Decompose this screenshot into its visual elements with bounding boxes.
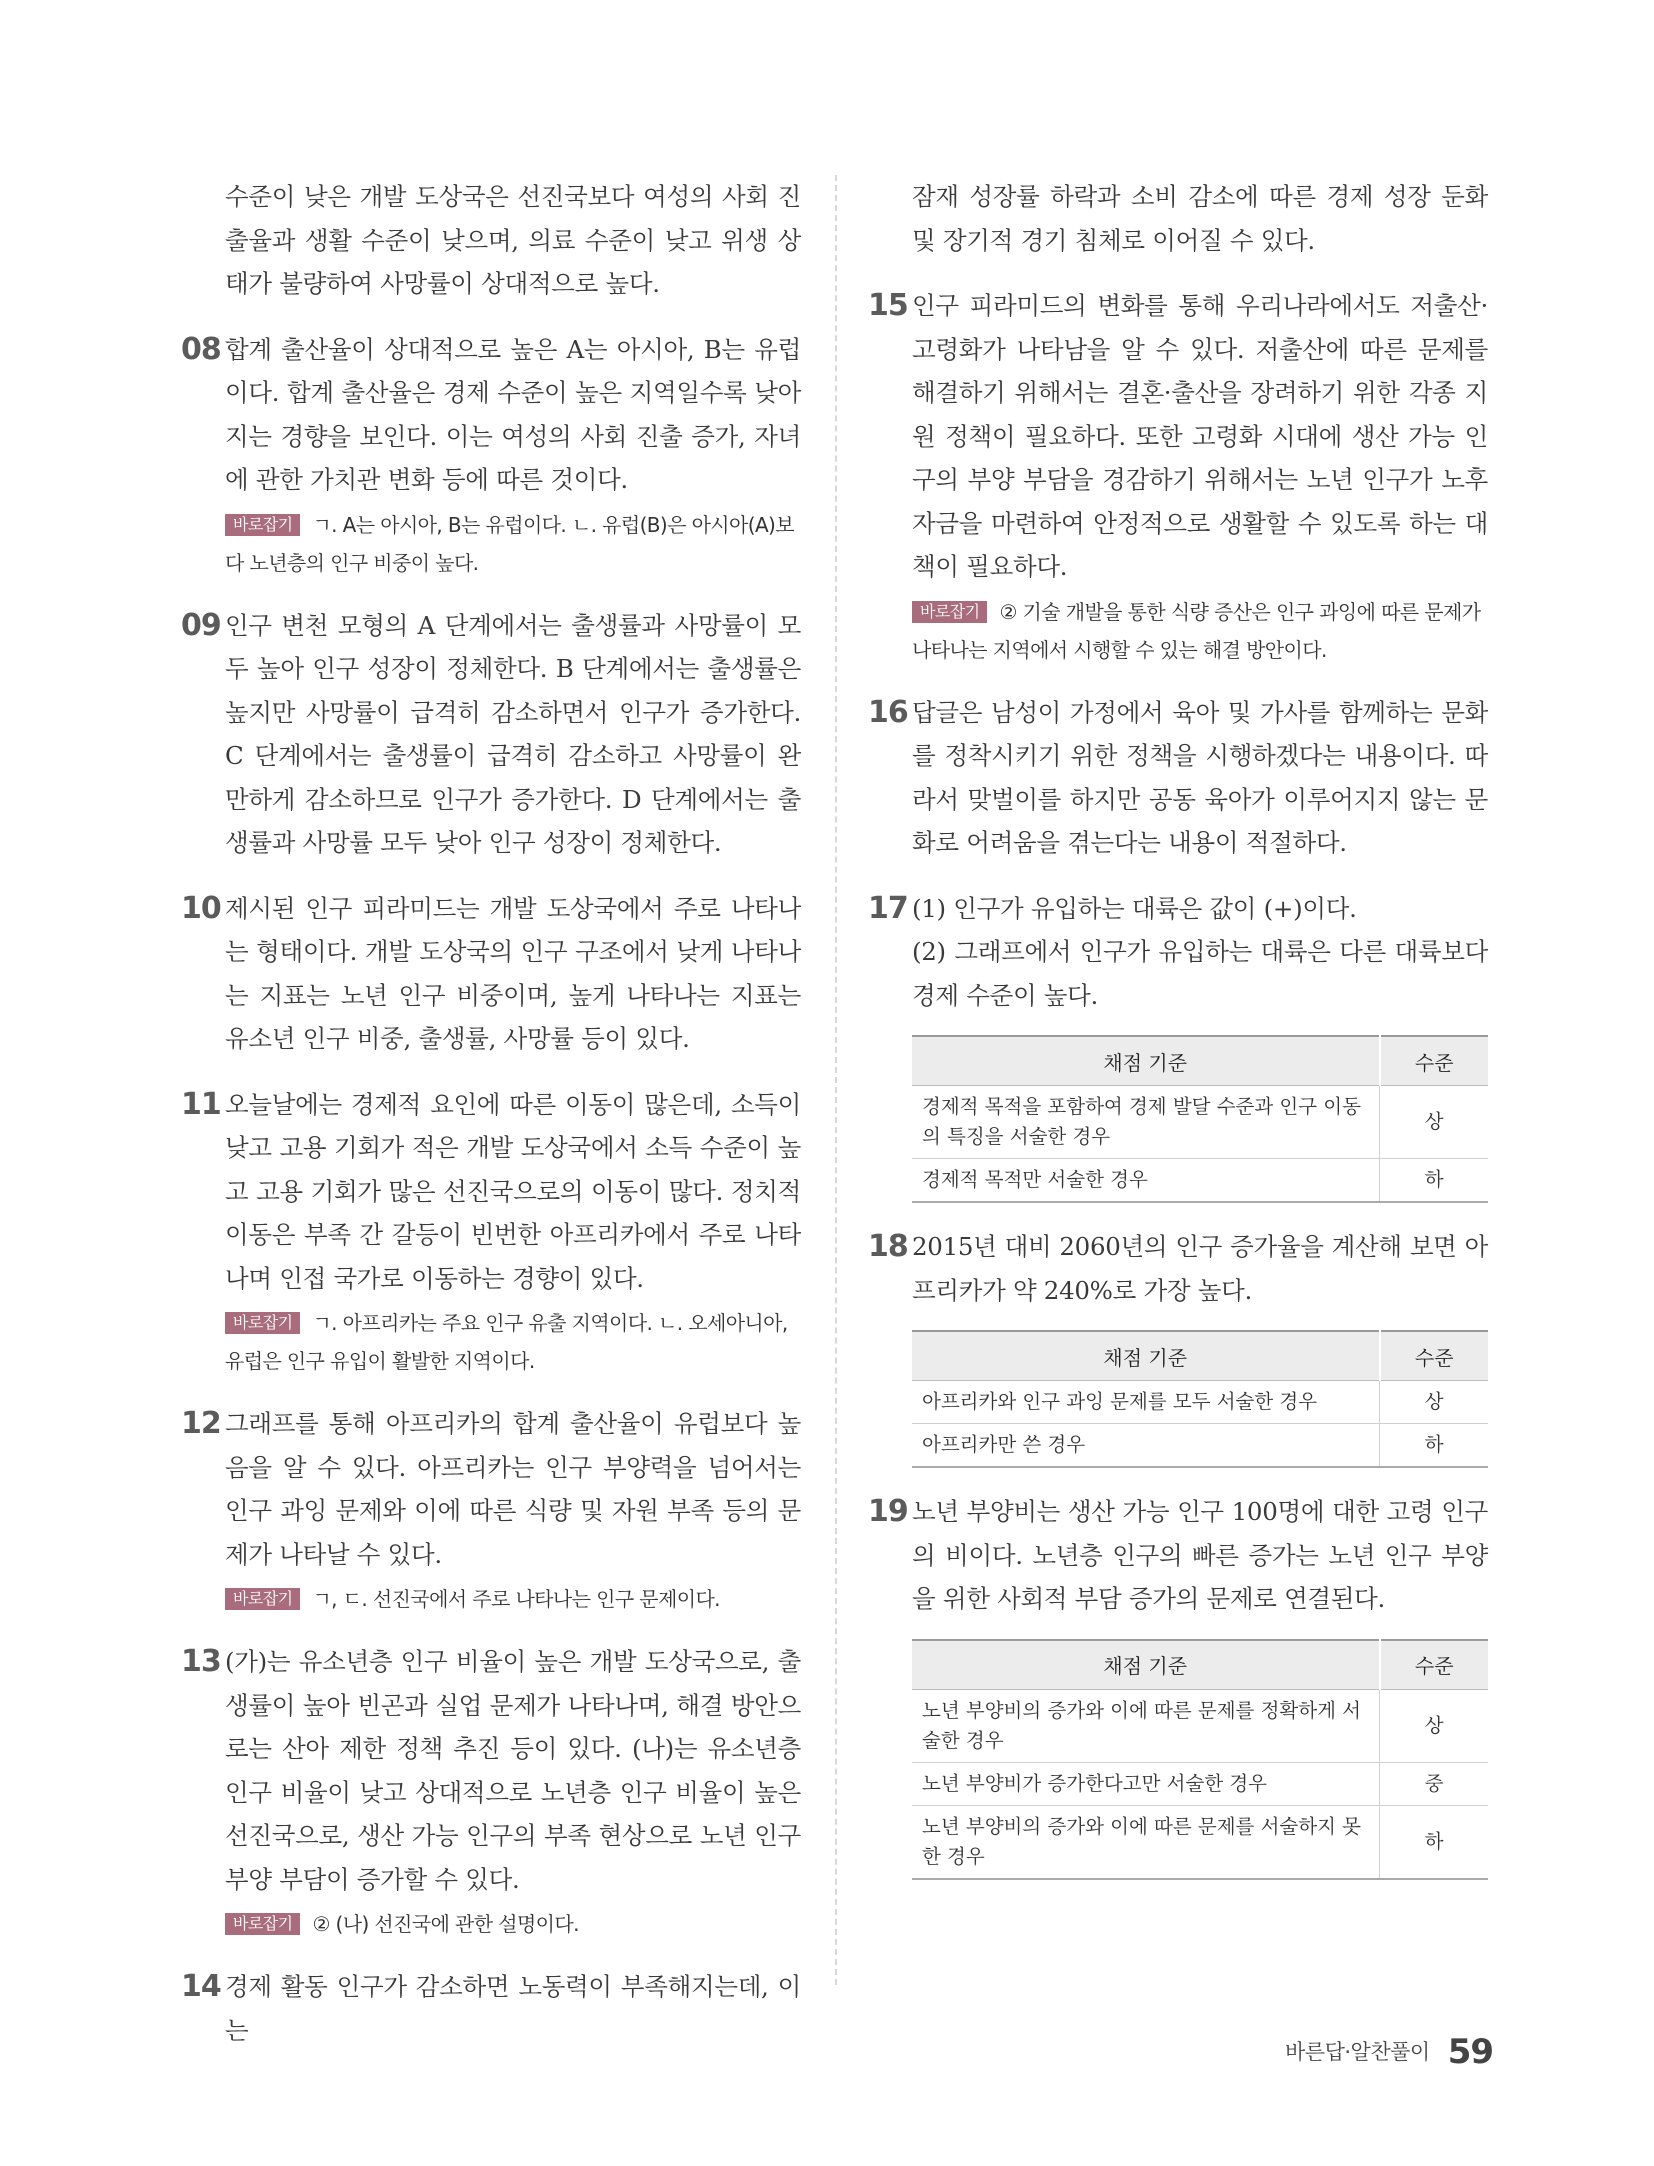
answer-09 — [181, 604, 801, 865]
correction-note — [912, 593, 1488, 669]
criteria-header: 채점 기준 — [912, 1640, 1380, 1690]
answer-text: 수준이 낮은 개발 도상국은 선진국보다 여성의 사회 진출율과 생활 수준이 낮으며, 의료 수준이 낮고 위생 상태가 불량하여 사망률이 상대적으로 높다. — [225, 182, 801, 298]
level-cell: 하 — [1380, 1424, 1489, 1468]
level-header: 수준 — [1380, 1640, 1489, 1690]
question-number: 15 — [868, 288, 908, 323]
answer-10 — [181, 887, 801, 1061]
answer-08 — [181, 328, 801, 582]
scoring-table — [912, 1035, 1488, 1203]
answer-text: 오늘날에는 경제적 요인에 따른 이동이 많은데, 소득이 낮고 고용 기회가 적은 개발 도상국에서 소득 수준이 높고 고용 기회가 많은 선진국으로의 이동이 많다. 정치적 이동은 부족 간 갈등이 빈번한 아프리카에서 주로 나타나며 인접 국가로 이동하는 경향이 있다. — [225, 1089, 801, 1293]
footer-label: 바른답·알찬풀이 — [1285, 2040, 1430, 2064]
question-number: 14 — [181, 1969, 221, 2004]
answer-text: 노년 부양비는 생산 가능 인구 100명에 대한 고령 인구의 비이다. 노년층 인구의 빠른 증가는 노년 인구 부양을 위한 사회적 부담 증가의 문제로 연결된다. — [912, 1497, 1488, 1613]
continued-answer-14 — [868, 175, 1488, 262]
level-cell: 중 — [1380, 1762, 1489, 1805]
question-number: 16 — [868, 694, 908, 730]
answer-15 — [868, 284, 1488, 669]
level-cell: 상 — [1380, 1086, 1489, 1159]
question-number: 08 — [181, 331, 221, 367]
criteria-cell: 노년 부양비가 증가한다고만 서술한 경우 — [912, 1762, 1380, 1805]
correction-text: ② (나) 선진국에 관한 설명이다. — [312, 1912, 579, 1936]
answer-text: 제시된 인구 피라미드는 개발 도상국에서 주로 나타나는 형태이다. 개발 도상국의 인구 구조에서 낮게 나타나는 지표는 노년 인구 비중이며, 높게 나타나는 지표는 유소년 인구 비중, 출생률, 사망률 등이 있다. — [225, 893, 801, 1053]
criteria-cell: 경제적 목적을 포함하여 경제 발달 수준과 인구 이동의 특징을 서술한 경우 — [912, 1086, 1380, 1159]
table-row — [912, 1381, 1488, 1424]
criteria-cell: 아프리카와 인구 과잉 문제를 모두 서술한 경우 — [912, 1381, 1380, 1424]
question-number: 19 — [868, 1494, 908, 1529]
correction-tag: 바로잡기 — [225, 514, 300, 536]
answer-13 — [181, 1640, 801, 1943]
question-number: 12 — [181, 1406, 221, 1441]
criteria-cell: 아프리카만 쓴 경우 — [912, 1424, 1380, 1468]
column-divider — [835, 175, 837, 1985]
criteria-header: 채점 기준 — [912, 1331, 1380, 1381]
correction-note — [225, 1905, 801, 1943]
scoring-table — [912, 1639, 1488, 1880]
level-header: 수준 — [1380, 1331, 1489, 1381]
answer-text: 2015년 대비 2060년의 인구 증가율을 계산해 보면 아프리카가 약 240%로 가장 높다. — [912, 1232, 1488, 1305]
question-number: 10 — [181, 890, 221, 926]
right-column — [868, 175, 1488, 1902]
answer-line-2: (2) 그래프에서 인구가 유입하는 대륙은 다른 대륙보다 경제 수준이 높다. — [912, 937, 1488, 1010]
correction-tag: 바로잡기 — [225, 1913, 300, 1935]
answer-16 — [868, 691, 1488, 865]
answer-text: 그래프를 통해 아프리카의 합계 출산율이 유럽보다 높음을 알 수 있다. 아프리카는 인구 부양력을 넘어서는 인구 과잉 문제와 이에 따른 식량 및 자원 부족 등의 문제가 나타날 수 있다. — [225, 1409, 801, 1569]
answer-19 — [868, 1490, 1488, 1880]
correction-note — [225, 506, 801, 582]
page-footer — [1285, 2032, 1493, 2072]
table-row — [912, 1086, 1488, 1159]
level-cell: 하 — [1380, 1805, 1489, 1879]
answer-17 — [868, 887, 1488, 1204]
question-number: 11 — [181, 1086, 221, 1122]
criteria-cell: 노년 부양비의 증가와 이에 따른 문제를 서술하지 못한 경우 — [912, 1805, 1380, 1879]
answer-text: 합계 출산율이 상대적으로 높은 A는 아시아, B는 유럽이다. 합계 출산율은 경제 수준이 높은 지역일수록 낮아지는 경향을 보인다. 이는 여성의 사회 진출 증가, 자녀에 관한 가치관 변화 등에 따른 것이다. — [225, 334, 801, 494]
scoring-table — [912, 1330, 1488, 1468]
level-cell: 상 — [1380, 1689, 1489, 1762]
level-cell: 하 — [1380, 1159, 1489, 1203]
question-number: 13 — [181, 1644, 221, 1679]
correction-text: ㄱ. A는 아시아, B는 유럽이다. ㄴ. 유럽(B)은 아시아(A)보다 노년층의 인구 비중이 높다. — [225, 512, 794, 575]
page-number: 59 — [1447, 2032, 1494, 2072]
answer-12 — [181, 1402, 801, 1618]
answer-text: (가)는 유소년층 인구 비율이 높은 개발 도상국으로, 출생률이 높아 빈곤과 실업 문제가 나타나며, 해결 방안으로는 산아 제한 정책 추진 등이 있다. (나)는 유소년층 인구 비율이 낮고 상대적으로 노년층 인구 비율이 높은 선진국으로, 생산 가능 인구의 부족 현상으로 노년 인구 부양 부담이 증가할 수 있다. — [225, 1647, 801, 1894]
answer-line-1: (1) 인구가 유입하는 대륙은 값이 (+)이다. — [912, 893, 1357, 923]
correction-tag: 바로잡기 — [225, 1312, 300, 1334]
level-cell: 상 — [1380, 1381, 1489, 1424]
question-number: 17 — [868, 890, 908, 926]
correction-tag: 바로잡기 — [225, 1588, 300, 1610]
answer-text: 경제 활동 인구가 감소하면 노동력이 부족해지는데, 이는 — [225, 1972, 801, 2045]
correction-text: ㄱ, ㄷ. 선진국에서 주로 나타나는 인구 문제이다. — [312, 1587, 720, 1611]
correction-note — [225, 1304, 801, 1380]
answer-text: 답글은 남성이 가정에서 육아 및 가사를 함께하는 문화를 정착시키기 위한 정책을 시행하겠다는 내용이다. 따라서 맞벌이를 하지만 공동 육아가 이루어지지 않는 문화로 어려움을 겪는다는 내용이 적절하다. — [912, 697, 1488, 857]
criteria-header: 채점 기준 — [912, 1036, 1380, 1086]
question-number: 18 — [868, 1229, 908, 1264]
correction-text: ㄱ. 아프리카는 주요 인구 유출 지역이다. ㄴ. 오세아니아, 유럽은 인구 유입이 활발한 지역이다. — [225, 1311, 788, 1373]
answer-18 — [868, 1225, 1488, 1468]
answer-11 — [181, 1083, 801, 1381]
answer-14 — [181, 1965, 801, 2052]
answer-text: 인구 피라미드의 변화를 통해 우리나라에서도 저출산·고령화가 나타남을 알 수 있다. 저출산에 따른 문제를 해결하기 위해서는 결혼·출산을 장려하기 위한 각종 지원 정책이 필요하다. 또한 고령화 시대에 생산 가능 인구의 부양 부담을 경감하기 위해서는 노년 인구가 노후 자금을 마련하여 안정적으로 생활할 수 있도록 하는 대책이 필요하다. — [912, 291, 1488, 581]
continued-answer-07 — [181, 175, 801, 306]
table-row — [912, 1159, 1488, 1203]
table-row — [912, 1762, 1488, 1805]
level-header: 수준 — [1380, 1036, 1489, 1086]
answer-text: 인구 변천 모형의 A 단계에서는 출생률과 사망률이 모두 높아 인구 성장이 정체한다. B 단계에서는 출생률은 높지만 사망률이 급격히 감소하면서 인구가 증가한다. C 단계에서는 출생률이 급격히 감소하고 사망률이 완만하게 감소하므로 인구가 증가한다. D 단계에서는 출생률과 사망률 모두 낮아 인구 성장이 정체한다. — [225, 610, 801, 857]
table-row — [912, 1805, 1488, 1879]
left-column — [181, 175, 801, 2074]
criteria-cell: 경제적 목적만 서술한 경우 — [912, 1159, 1380, 1203]
criteria-cell: 노년 부양비의 증가와 이에 따른 문제를 정확하게 서술한 경우 — [912, 1689, 1380, 1762]
correction-tag: 바로잡기 — [912, 601, 987, 623]
correction-text: ② 기술 개발을 통한 식량 증산은 인구 과잉에 따른 문제가 나타나는 지역에서 시행할 수 있는 해결 방안이다. — [912, 599, 1481, 662]
question-number: 09 — [181, 607, 221, 643]
correction-note — [225, 1580, 801, 1618]
table-row — [912, 1424, 1488, 1468]
table-row — [912, 1689, 1488, 1762]
answer-text: 잠재 성장률 하락과 소비 감소에 따른 경제 성장 둔화 및 장기적 경기 침체로 이어질 수 있다. — [912, 182, 1488, 255]
